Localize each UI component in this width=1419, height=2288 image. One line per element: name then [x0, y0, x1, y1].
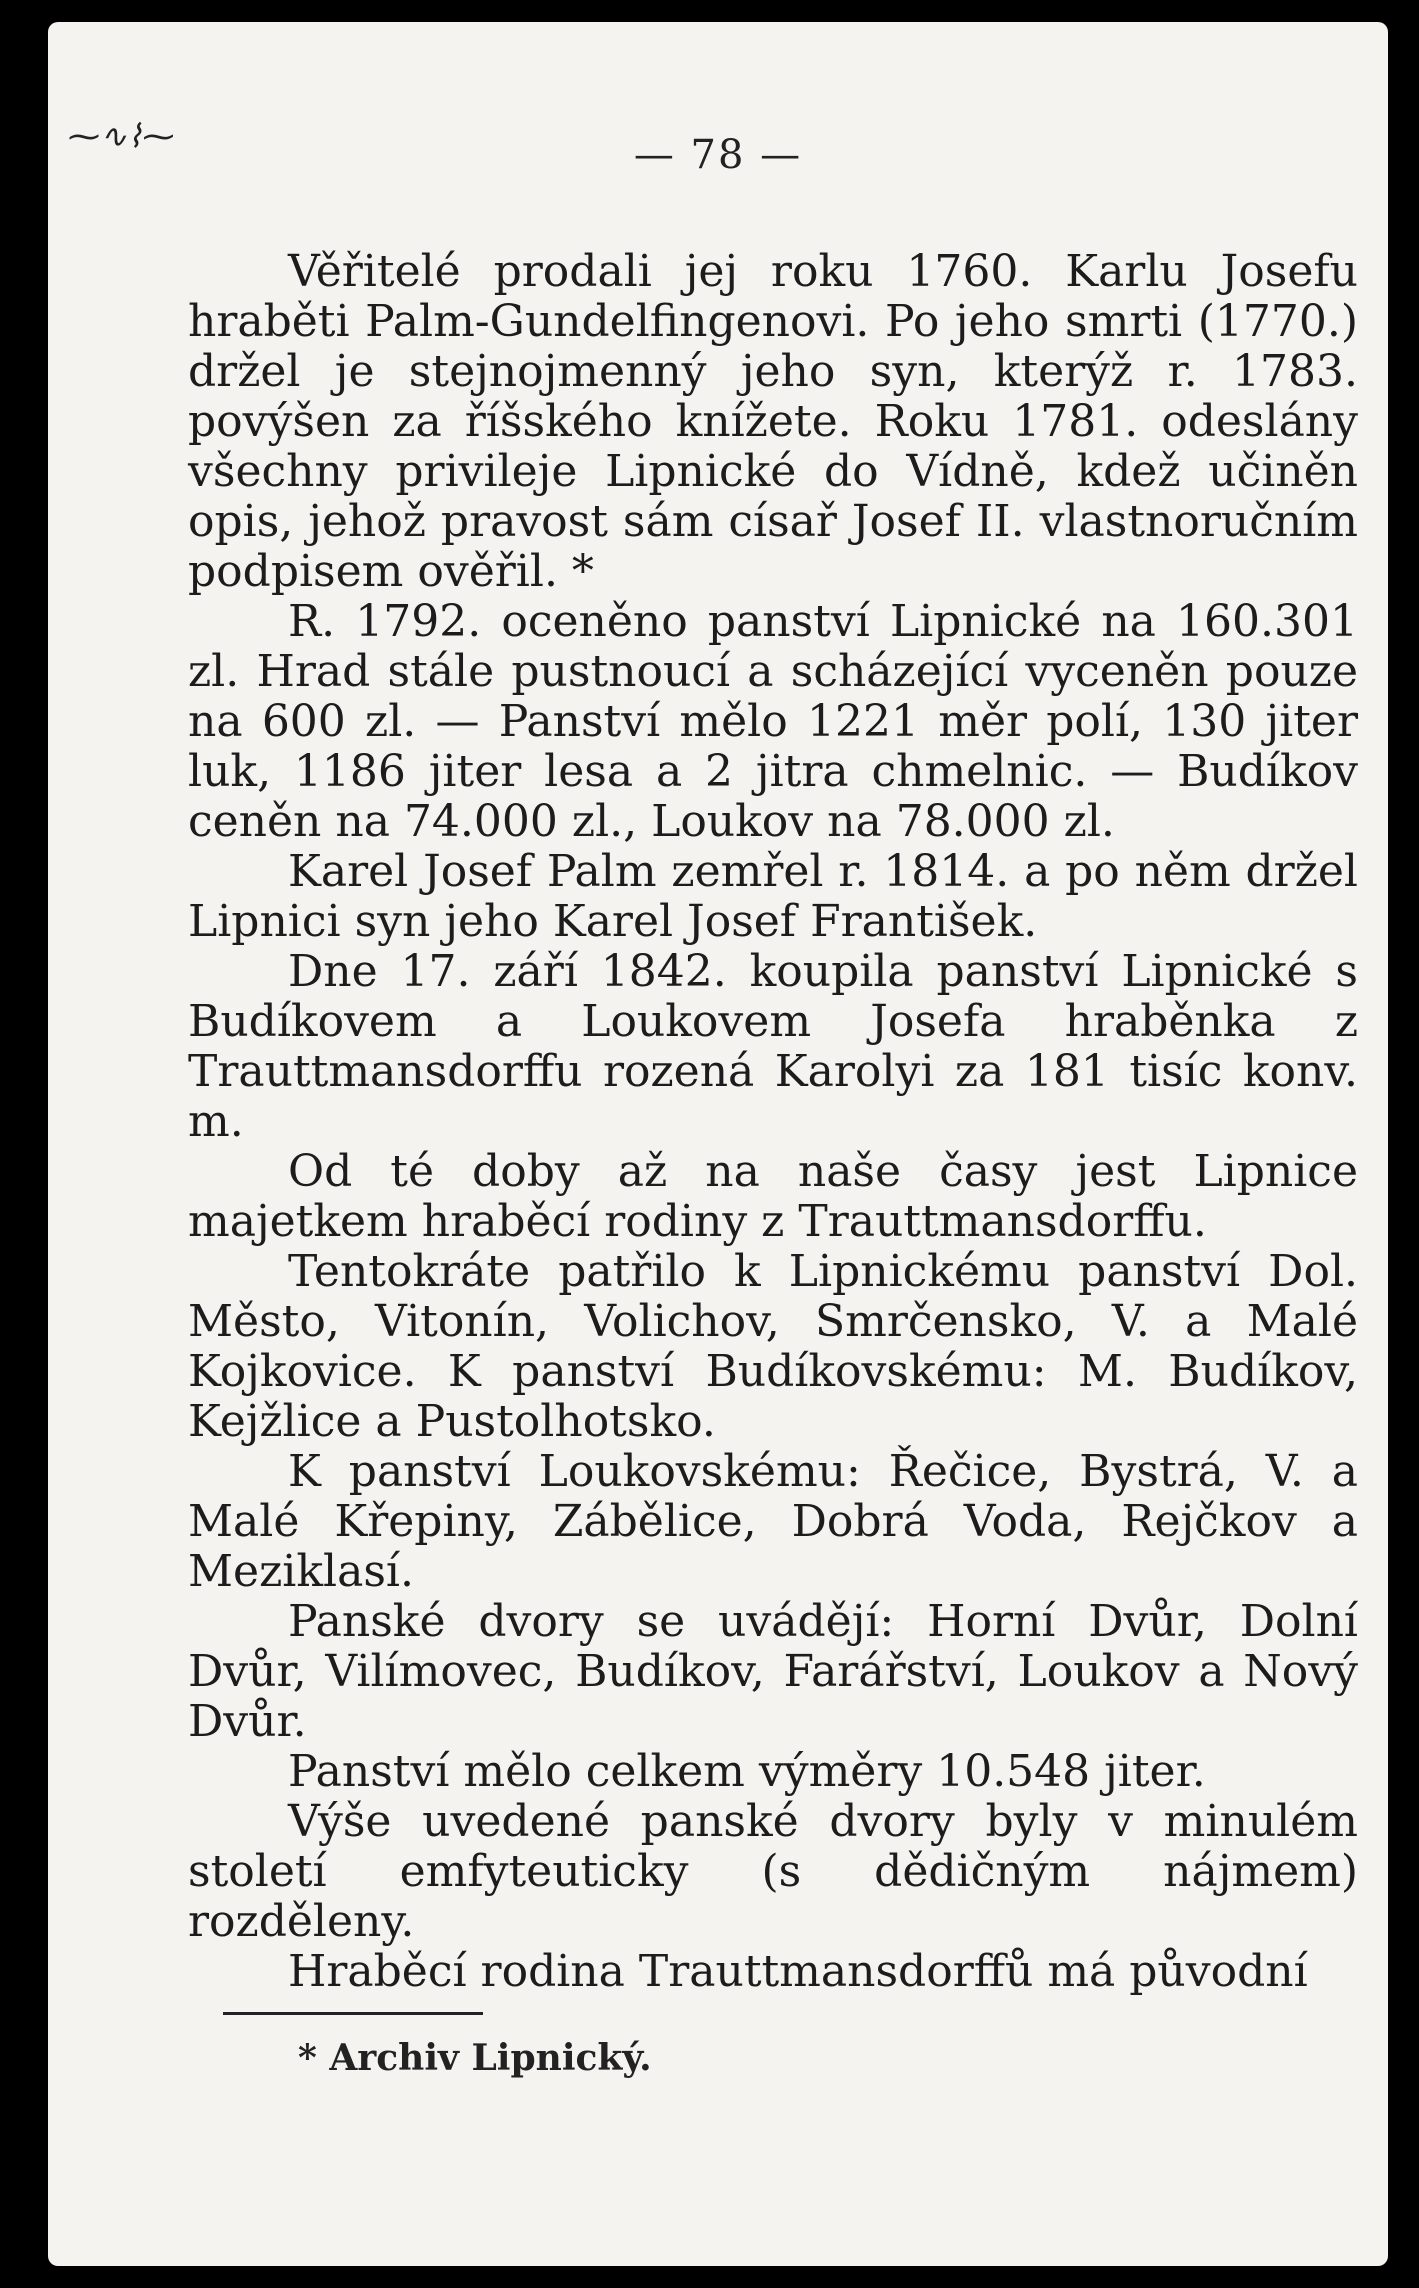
paragraph: Karel Josef Palm zemřel r. 1814. a po něm držel Lipnici syn jeho Karel Josef František. — [188, 846, 1358, 947]
page-number: — 78 — — [633, 132, 803, 178]
paragraph: Panské dvory se uvádějí: Horní Dvůr, Dolní Dvůr, Vilímovec, Budíkov, Farářství, Loukov a Nový Dvůr. — [188, 1596, 1358, 1747]
paragraph: Panství mělo celkem výměry 10.548 jiter. — [288, 1746, 1206, 1797]
paragraph: Hraběcí rodina Trauttmansdorffů má původní — [288, 1946, 1308, 1997]
paragraph: K panství Loukovskému: Řečice, Bystrá, V. a Malé Křepiny, Zábělice, Dobrá Voda, Rejčkov a Meziklasí. — [188, 1446, 1358, 1597]
paragraph: Od té doby až na naše časy jest Lipnice majetkem hraběcí rodiny z Trauttmansdorffu. — [188, 1146, 1358, 1247]
paragraph: R. 1792. oceněno panství Lipnické na 160.301 zl. Hrad stále pustnoucí a scházející vyceněn pouze na 600 zl. — Panství mělo 1221 měr polí, 130 jiter luk, 1186 jiter lesa a 2 jitra chmelnic. — Budíkov ceněn na 74.000 zl., Loukov na 78.000 zl. — [188, 596, 1358, 847]
footnote: * Archiv Lipnický. — [298, 2037, 652, 2079]
paragraph: Výše uvedené panské dvory byly v minulém století emfyteuticky (s dědičným nájmem) rozděleny. — [188, 1796, 1358, 1947]
paragraph: Dne 17. září 1842. koupila panství Lipnické s Budíkovem a Loukovem Josefa hraběnka z Trauttmansdorffu rozená Karolyi za 181 tisíc konv. m. — [188, 946, 1358, 1147]
paragraph: Věřitelé prodali jej roku 1760. Karlu Josefu hraběti Palm-Gundelfingenovi. Po jeho smrti (1770.) držel je stejnojmenný jeho syn, kterýž r. 1783. povýšen za říšského knížete. Roku 1781. odeslány všechny privileje Lipnické do Vídně, kdež učiněn opis, jehož pravost sám císař Josef II. vlastnoručním podpisem ověřil. * — [188, 246, 1358, 597]
footnote-rule — [223, 2012, 483, 2015]
paragraph: Tentokráte patřilo k Lipnickému panství Dol. Město, Vitonín, Volichov, Smrčensko, V. a Malé Kojkovice. K panství Budíkovskému: M. Budíkov, Kejžlice a Pustolhotsko. — [188, 1246, 1358, 1447]
margin-handwriting: ⁓∿⌇⁓ — [68, 117, 175, 155]
body-text — [188, 247, 1358, 1997]
book-page — [48, 22, 1388, 2266]
